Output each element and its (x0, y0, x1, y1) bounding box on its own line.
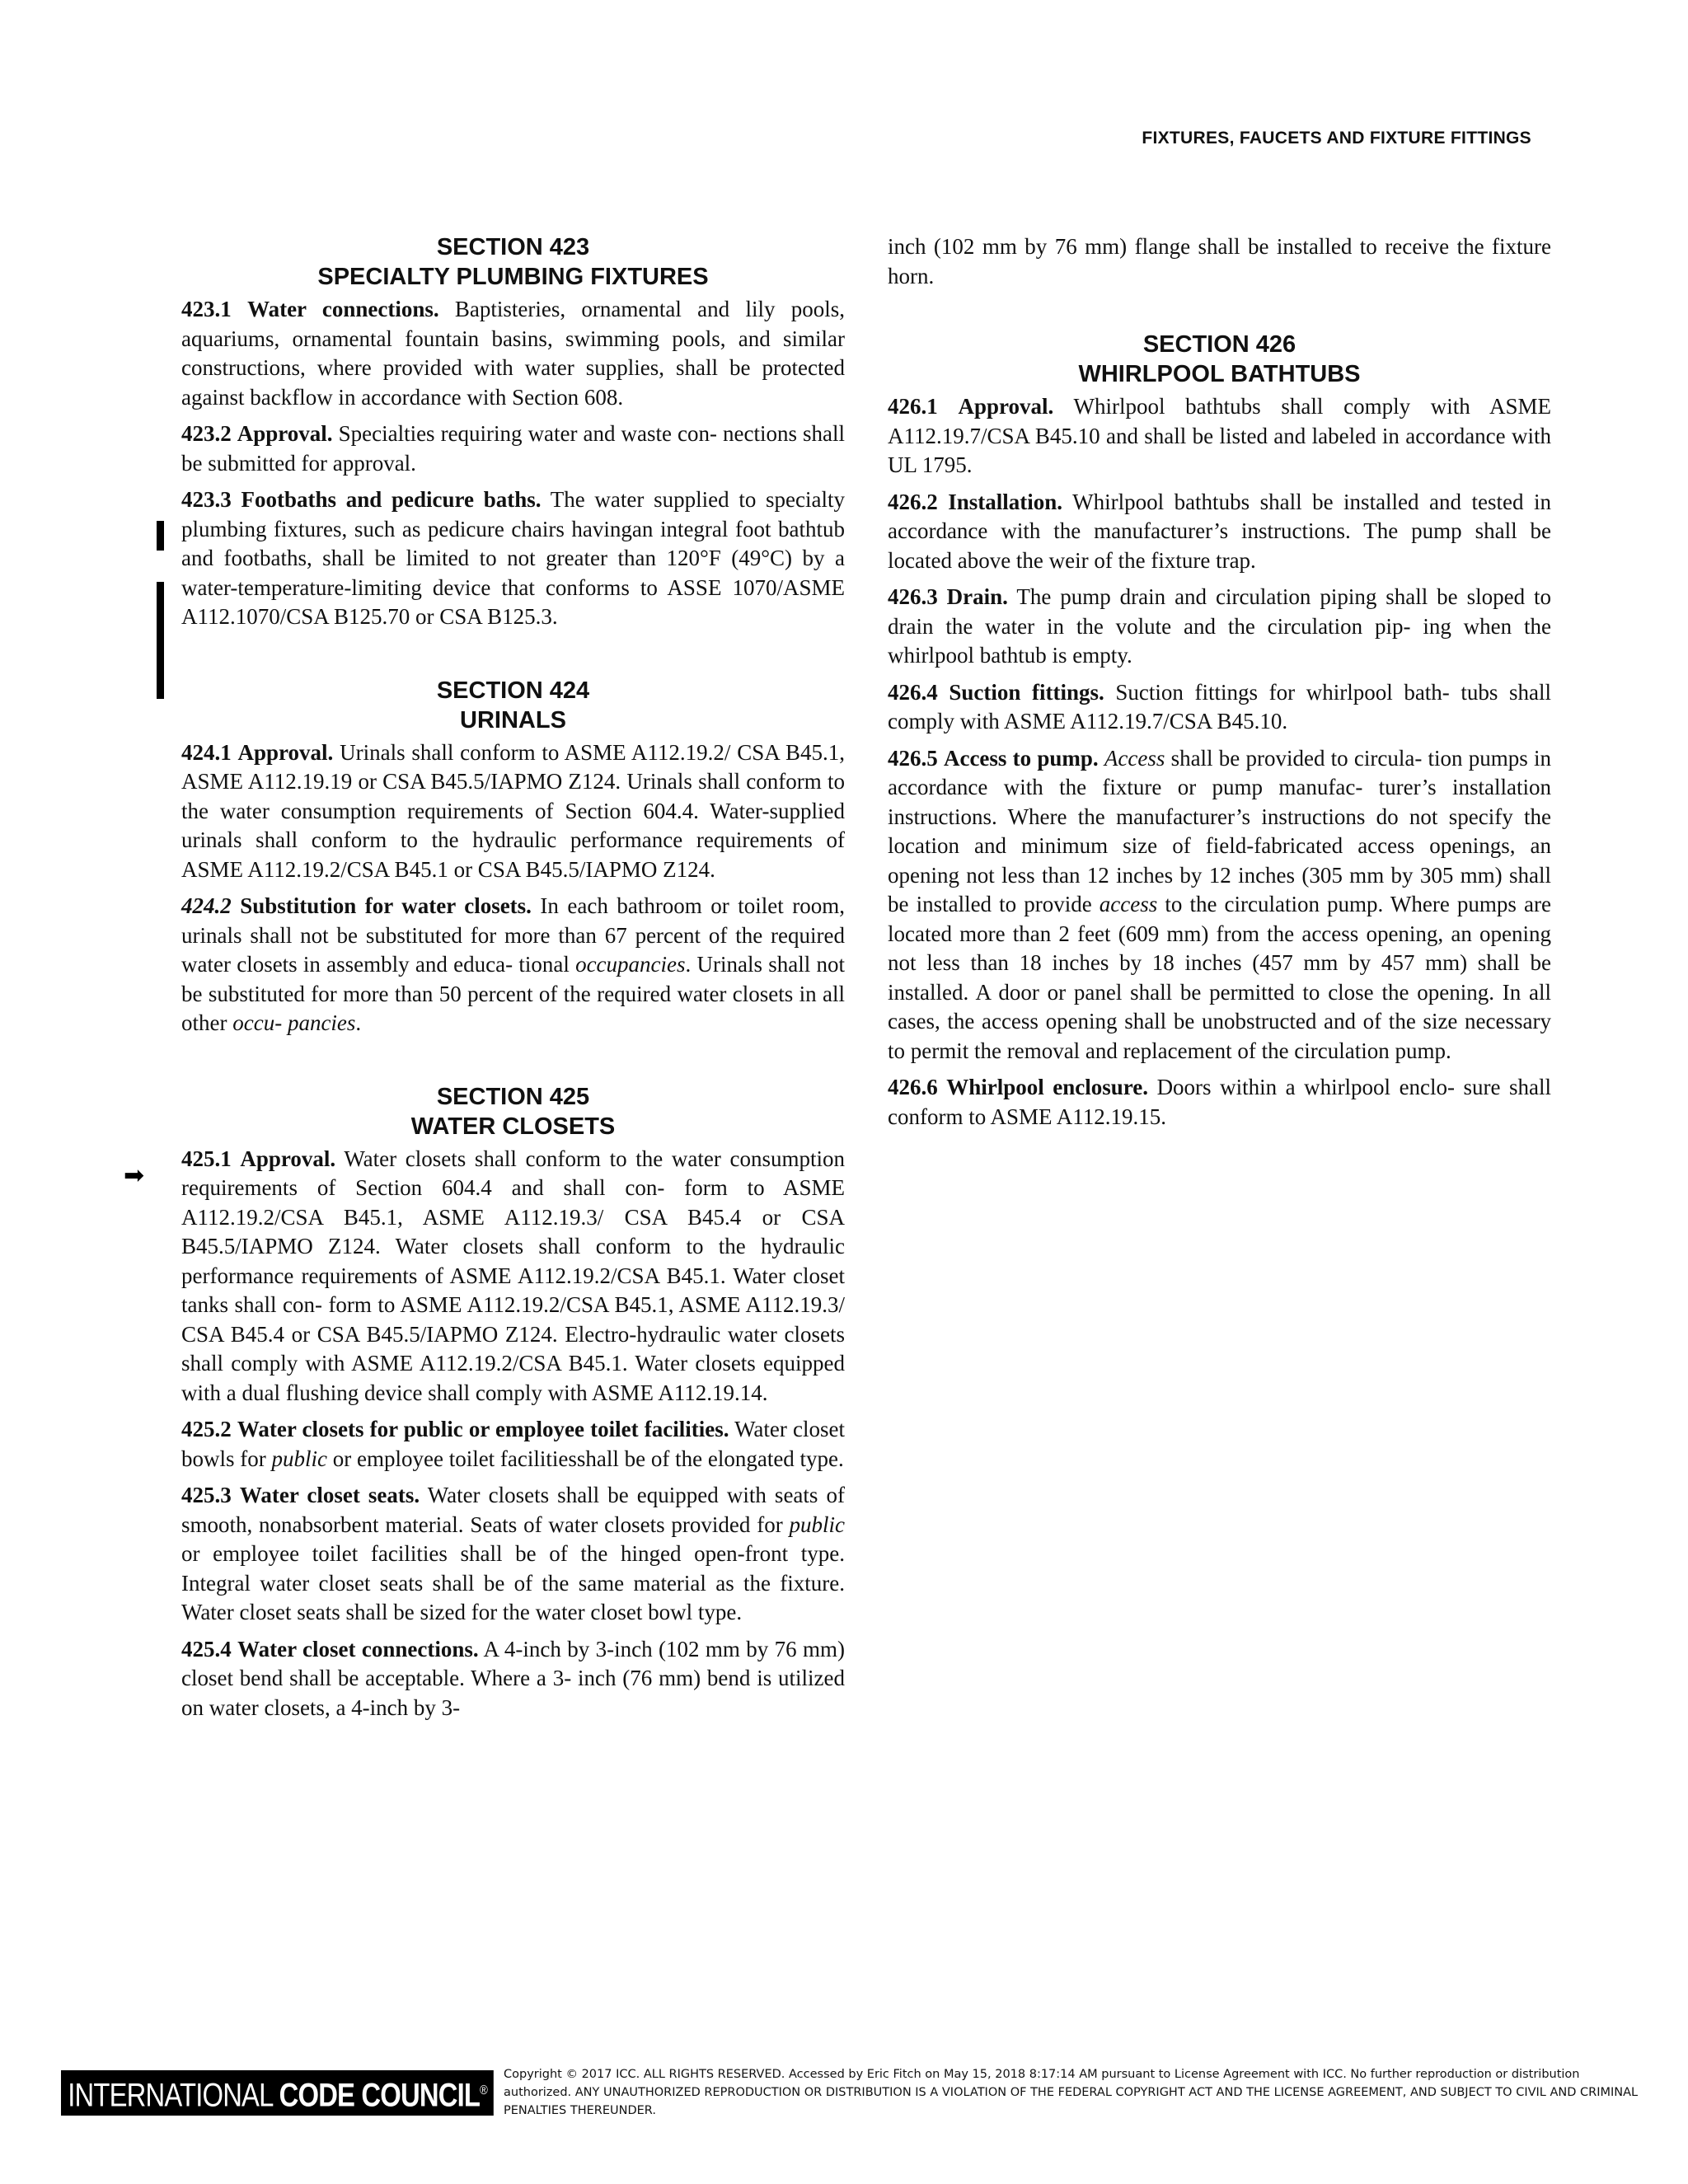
paragraph-title: Drain. (946, 584, 1008, 609)
section-number: SECTION 425 (436, 1083, 590, 1110)
paragraph-title: Installation. (948, 489, 1063, 514)
section-title: WATER CLOSETS (410, 1113, 616, 1140)
paragraph-continued (888, 232, 1551, 291)
deletion-arrow-icon: ➡ (124, 1161, 145, 1190)
paragraph-number: 426.3 (888, 584, 938, 609)
paragraph-number: 424.2 (181, 893, 232, 918)
section-title: SPECIALTY PLUMBING FIXTURES (317, 264, 709, 290)
paragraph-title: Suction fittings. (949, 679, 1104, 705)
defined-term: public (271, 1446, 327, 1471)
running-head: FIXTURES, FAUCETS AND FIXTURE FITTINGS (1142, 129, 1531, 148)
paragraph-text: . Urinals shall not be substituted for more than 50 percent of the required water closets in all other (181, 952, 845, 1035)
paragraph-text: to the circulation pump. Where pumps are located more than 2 feet (609 mm) from the access opening, an opening not less than 18 inches by 18 inches (457 mm by 457 mm) shall be installed. A door or panel shall be permitted to close the opening. In all cases, the access opening shall be unobstructed and of the size necessary to permit the removal and replacement of the circulation pump. (888, 892, 1551, 1063)
paragraph-title: Water closet seats. (239, 1483, 420, 1507)
paragraph (181, 1635, 845, 1723)
paragraph-text: Urinals shall conform to ASME A112.19.2/ CSA B45.1, ASME A112.19.19 or CSA B45.5/IAPMO Z124. Urinals shall conform to the water consumption requirements of Section 604.4. Water-supplied urinals shall conform to the hydraulic performance requirements of ASME A112.19.2/CSA B45.1 or CSA B45.5/IAPMO Z124. (181, 739, 846, 882)
defined-term: Access (1104, 745, 1165, 771)
copyright-notice: Copyright © 2017 ICC. ALL RIGHTS RESERVED. Accessed by Eric Fitch on May 15, 2018 8:17:14 AM pursuant to License Agreement with ICC. No further reproduction or distribution authorized. ANY UNAUTHORIZED REPRODUCTION OR DISTRIBUTION IS A VIOLATION OF THE FEDERAL COPYRIGHT ACT AND THE LICENSE AGREEMENT, AND SUBJECT TO CIVIL AND CRIMINAL PENALTIES THEREUNDER. (504, 2068, 1639, 2117)
paragraph-text: shall be provided to circula- tion pumps in accordance with the fixture or pump manufac- turer’s installation instructions. Where the manufacturer’s instructions do not specify the location and minimum size of field-fabricated access openings, an opening not less than 12 inches by 12 inches (305 mm by 305 mm) shall be installed to provide (888, 745, 1551, 916)
paragraph (181, 892, 845, 1038)
paragraph (181, 295, 845, 412)
paragraph-title: Whirlpool enclosure. (946, 1075, 1149, 1099)
section-number: SECTION 423 (436, 234, 590, 260)
paragraph-text: inch (102 mm by 76 mm) flange shall be installed to receive the fixture horn. (888, 234, 1551, 288)
paragraph (181, 485, 845, 632)
paragraph (888, 392, 1551, 480)
paragraph (181, 738, 845, 885)
logo-text-regular: INTERNATIONAL (68, 2077, 273, 2114)
paragraph-title: Approval. (237, 421, 333, 446)
section-heading (888, 330, 1551, 389)
right-column (888, 232, 1551, 1139)
paragraph (888, 488, 1551, 576)
defined-term: public (789, 1511, 845, 1537)
section-title: URINALS (460, 706, 566, 733)
paragraph (181, 419, 845, 478)
paragraph-text: Specialties requiring water and waste con- nections shall be submitted for approval. (181, 421, 846, 476)
paragraph-title: Water connections. (247, 297, 439, 321)
paragraph-text: Baptisteries, ornamental and lily pools, aquariums, ornamental fountain basins, swimming pools, and similar constructions, where provided with water supplies, shall be protected against backflow in accordance with Section 608. (181, 297, 846, 410)
logo-text-bold: CODE COUNCIL (279, 2077, 481, 2114)
paragraph (888, 744, 1551, 1066)
paragraph-title: Substitution for water closets. (240, 893, 532, 918)
paragraph-text: or employee toilet facilities shall be of the hinged open-front type. Integral water closet seats shall be of the same material as the fixture. Water closet seats shall be sized for the water closet bowl type. (181, 1541, 845, 1624)
section-heading (181, 232, 845, 292)
paragraph-text: The pump drain and circulation piping shall be sloped to drain the water in the volute and the circulation pip- ing when the whirlpool bathtub is empty. (888, 584, 1551, 668)
paragraph-title: Approval. (958, 394, 1054, 419)
section-number: SECTION 424 (436, 677, 590, 704)
paragraph-title: Water closets for public or employee toilet facilities. (237, 1417, 729, 1441)
paragraph-text: Whirlpool bathtubs shall be installed and tested in accordance with the manufacturer’s instructions. The pump shall be located above the weir of the fixture trap. (888, 489, 1552, 573)
paragraph (181, 1415, 845, 1474)
paragraph-text: Water closets shall be equipped with seats of smooth, nonabsorbent material. Seats of water closets provided for (181, 1483, 845, 1537)
paragraph-number: 425.4 (181, 1636, 232, 1661)
paragraph-text: . (355, 1010, 362, 1035)
paragraph (888, 678, 1551, 737)
registered-mark: ® (480, 2083, 487, 2097)
paragraph-text: The water supplied to specialty plumbing fixtures, such as pedicure chairs havingan integral foot bathtub and footbaths, shall be limited to not greater than 120°F (49°C) by a water-temperature-limiting device that conforms to ASSE 1070/ASME A112.1070/CSA B125.70 or CSA B125.3. (181, 487, 846, 629)
paragraph-text: Suction fittings for whirlpool bath- tubs shall comply with ASME A112.19.7/CSA B45.10. (888, 679, 1552, 733)
paragraph-text: Water closets shall conform to the water consumption requirements of Section 604.4 and shall con- form to ASME A112.19.2/CSA B45.1, ASME A112.19.3/ CSA B45.4 or CSA B45.5/IAPMO Z124. Water closets shall conform to the hydraulic performance requirements of ASME A112.19.2/CSA B45.1. Water closet tanks shall con- form to ASME A112.19.2/CSA B45.1, ASME A112.19.3/ CSA B45.4 or CSA B45.5/IAPMO Z124. Electro-hydraulic water closets shall comply with ASME A112.19.2/CSA B45.1. Water closets equipped with a dual flushing device shall comply with ASME A112.19.14. (181, 1146, 846, 1405)
paragraph-title: Approval. (237, 739, 334, 765)
paragraph-number: 423.3 (181, 487, 232, 512)
paragraph (181, 1145, 845, 1408)
paragraph-number: 424.1 (181, 739, 232, 765)
paragraph-number: 425.2 (181, 1417, 232, 1441)
section-heading (181, 1082, 845, 1141)
paragraph-number: 426.6 (888, 1075, 938, 1099)
paragraph-number: 423.1 (181, 297, 232, 321)
paragraph (888, 1073, 1551, 1132)
defined-term: occupancies (575, 952, 686, 977)
paragraph-number: 426.5 (888, 745, 938, 771)
paragraph-number: 426.1 (888, 394, 938, 419)
left-column (181, 232, 845, 1730)
section-number: SECTION 426 (1142, 331, 1296, 358)
paragraph (888, 583, 1551, 671)
paragraph-text: Doors within a whirlpool enclo- sure shall conform to ASME A112.19.15. (888, 1075, 1552, 1129)
paragraph-text: or employee toilet facilitiesshall be of the elongated type. (332, 1446, 844, 1471)
icc-logo (61, 2070, 494, 2116)
paragraph-title: Water closet connections. (237, 1636, 479, 1661)
paragraph-text: Whirlpool bathtubs shall comply with ASME A112.19.7/CSA B45.10 and shall be listed and labeled in accordance with UL 1795. (888, 394, 1552, 477)
section-title: WHIRLPOOL BATHTUBS (1078, 361, 1361, 387)
paragraph-title: Footbaths and pedicure baths. (241, 487, 542, 512)
paragraph-number: 425.1 (181, 1146, 232, 1171)
paragraph-number: 426.4 (888, 679, 938, 705)
paragraph (181, 1481, 845, 1628)
paragraph-text: In each bathroom or toilet room, urinals shall not be substituted for more than 67 percent of the required water closets in assembly and educa- tional (181, 893, 845, 977)
paragraph-number: 425.3 (181, 1483, 232, 1507)
paragraph-text: Water closet bowls for (181, 1417, 846, 1471)
paragraph-number: 426.2 (888, 489, 938, 514)
paragraph-text: A 4-inch by 3-inch (102 mm by 76 mm) closet bend shall be acceptable. Where a 3- inch (76 mm) bend is utilized on water closets, a 4-inch by 3- (181, 1636, 846, 1720)
section-heading (181, 676, 845, 735)
change-bar (157, 521, 164, 551)
change-bar (157, 582, 164, 699)
paragraph-title: Approval. (240, 1146, 336, 1171)
paragraph-title: Access to pump. (943, 745, 1099, 771)
defined-term: access (1099, 892, 1158, 916)
defined-term: occu- pancies (232, 1010, 356, 1035)
paragraph-number: 423.2 (181, 421, 232, 446)
